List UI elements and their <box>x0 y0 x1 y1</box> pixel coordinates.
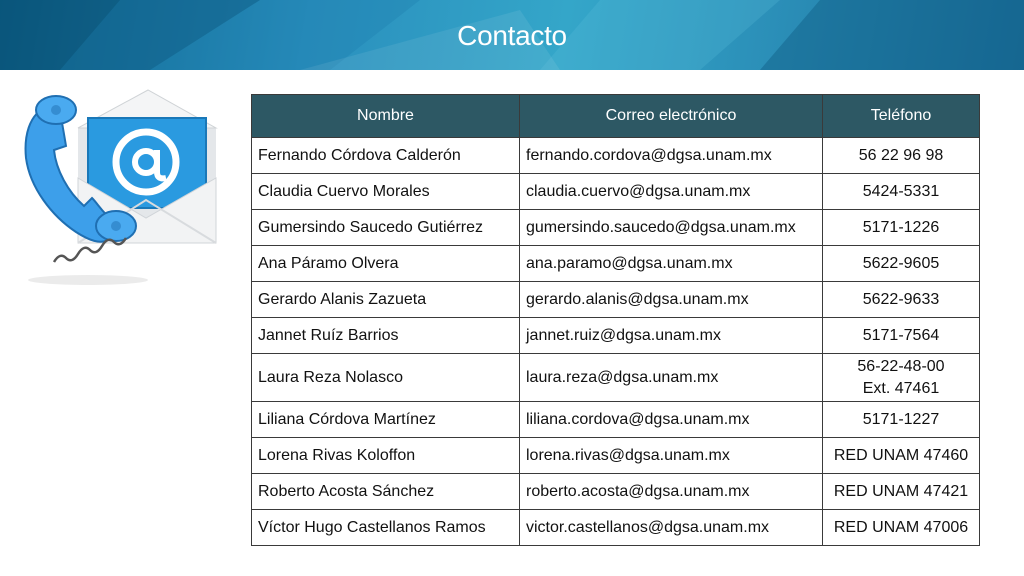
table-header-row <box>252 95 980 138</box>
cell-email[interactable]: liliana.cordova@dgsa.unam.mx <box>520 402 823 438</box>
column-header-name: Nombre <box>252 95 520 138</box>
contact-illustration <box>18 88 218 288</box>
cell-phone: RED UNAM 47006 <box>823 510 980 546</box>
cell-name: Fernando Córdova Calderón <box>252 138 520 174</box>
title-banner <box>0 0 1024 70</box>
cell-name: Lorena Rivas Koloffon <box>252 438 520 474</box>
cell-phone: RED UNAM 47421 <box>823 474 980 510</box>
cell-email[interactable]: lorena.rivas@dgsa.unam.mx <box>520 438 823 474</box>
column-header-email: Correo electrónico <box>520 95 823 138</box>
cell-phone <box>823 354 980 402</box>
table-row <box>252 402 980 438</box>
table-row <box>252 354 980 402</box>
cell-email[interactable]: claudia.cuervo@dgsa.unam.mx <box>520 174 823 210</box>
cell-name: Gerardo Alanis Zazueta <box>252 282 520 318</box>
cell-name: Ana Páramo Olvera <box>252 246 520 282</box>
cell-name: Víctor Hugo Castellanos Ramos <box>252 510 520 546</box>
cell-phone: 56 22 96 98 <box>823 138 980 174</box>
cell-email[interactable]: ana.paramo@dgsa.unam.mx <box>520 246 823 282</box>
table-row <box>252 138 980 174</box>
cell-email[interactable]: gerardo.alanis@dgsa.unam.mx <box>520 282 823 318</box>
cell-name: Jannet Ruíz Barrios <box>252 318 520 354</box>
table-row <box>252 318 980 354</box>
cell-email[interactable]: victor.castellanos@dgsa.unam.mx <box>520 510 823 546</box>
page-title: Contacto <box>457 20 567 51</box>
cell-phone: 5171-1227 <box>823 402 980 438</box>
phone-extension: Ext. 47461 <box>862 379 940 397</box>
cell-name: Gumersindo Saucedo Gutiérrez <box>252 210 520 246</box>
table-row <box>252 474 980 510</box>
cell-phone: 5622-9605 <box>823 246 980 282</box>
contacts-table <box>251 94 980 546</box>
cell-name: Roberto Acosta Sánchez <box>252 474 520 510</box>
table-row <box>252 210 980 246</box>
table-row <box>252 174 980 210</box>
cell-phone: 5171-7564 <box>823 318 980 354</box>
phone-line: 56-22-48-00 <box>857 357 945 375</box>
cell-phone: RED UNAM 47460 <box>823 438 980 474</box>
column-header-phone: Teléfono <box>823 95 980 138</box>
cell-email[interactable]: roberto.acosta@dgsa.unam.mx <box>520 474 823 510</box>
cell-name: Laura Reza Nolasco <box>252 354 520 402</box>
table-row <box>252 282 980 318</box>
cell-email[interactable]: laura.reza@dgsa.unam.mx <box>520 354 823 402</box>
cell-email[interactable]: jannet.ruiz@dgsa.unam.mx <box>520 318 823 354</box>
table-row <box>252 510 980 546</box>
cell-phone: 5424-5331 <box>823 174 980 210</box>
cell-name: Claudia Cuervo Morales <box>252 174 520 210</box>
cell-name: Liliana Córdova Martínez <box>252 402 520 438</box>
cell-phone: 5171-1226 <box>823 210 980 246</box>
table-row <box>252 246 980 282</box>
cell-email[interactable]: fernando.cordova@dgsa.unam.mx <box>520 138 823 174</box>
cell-email[interactable]: gumersindo.saucedo@dgsa.unam.mx <box>520 210 823 246</box>
table-row <box>252 438 980 474</box>
cell-phone: 5622-9633 <box>823 282 980 318</box>
